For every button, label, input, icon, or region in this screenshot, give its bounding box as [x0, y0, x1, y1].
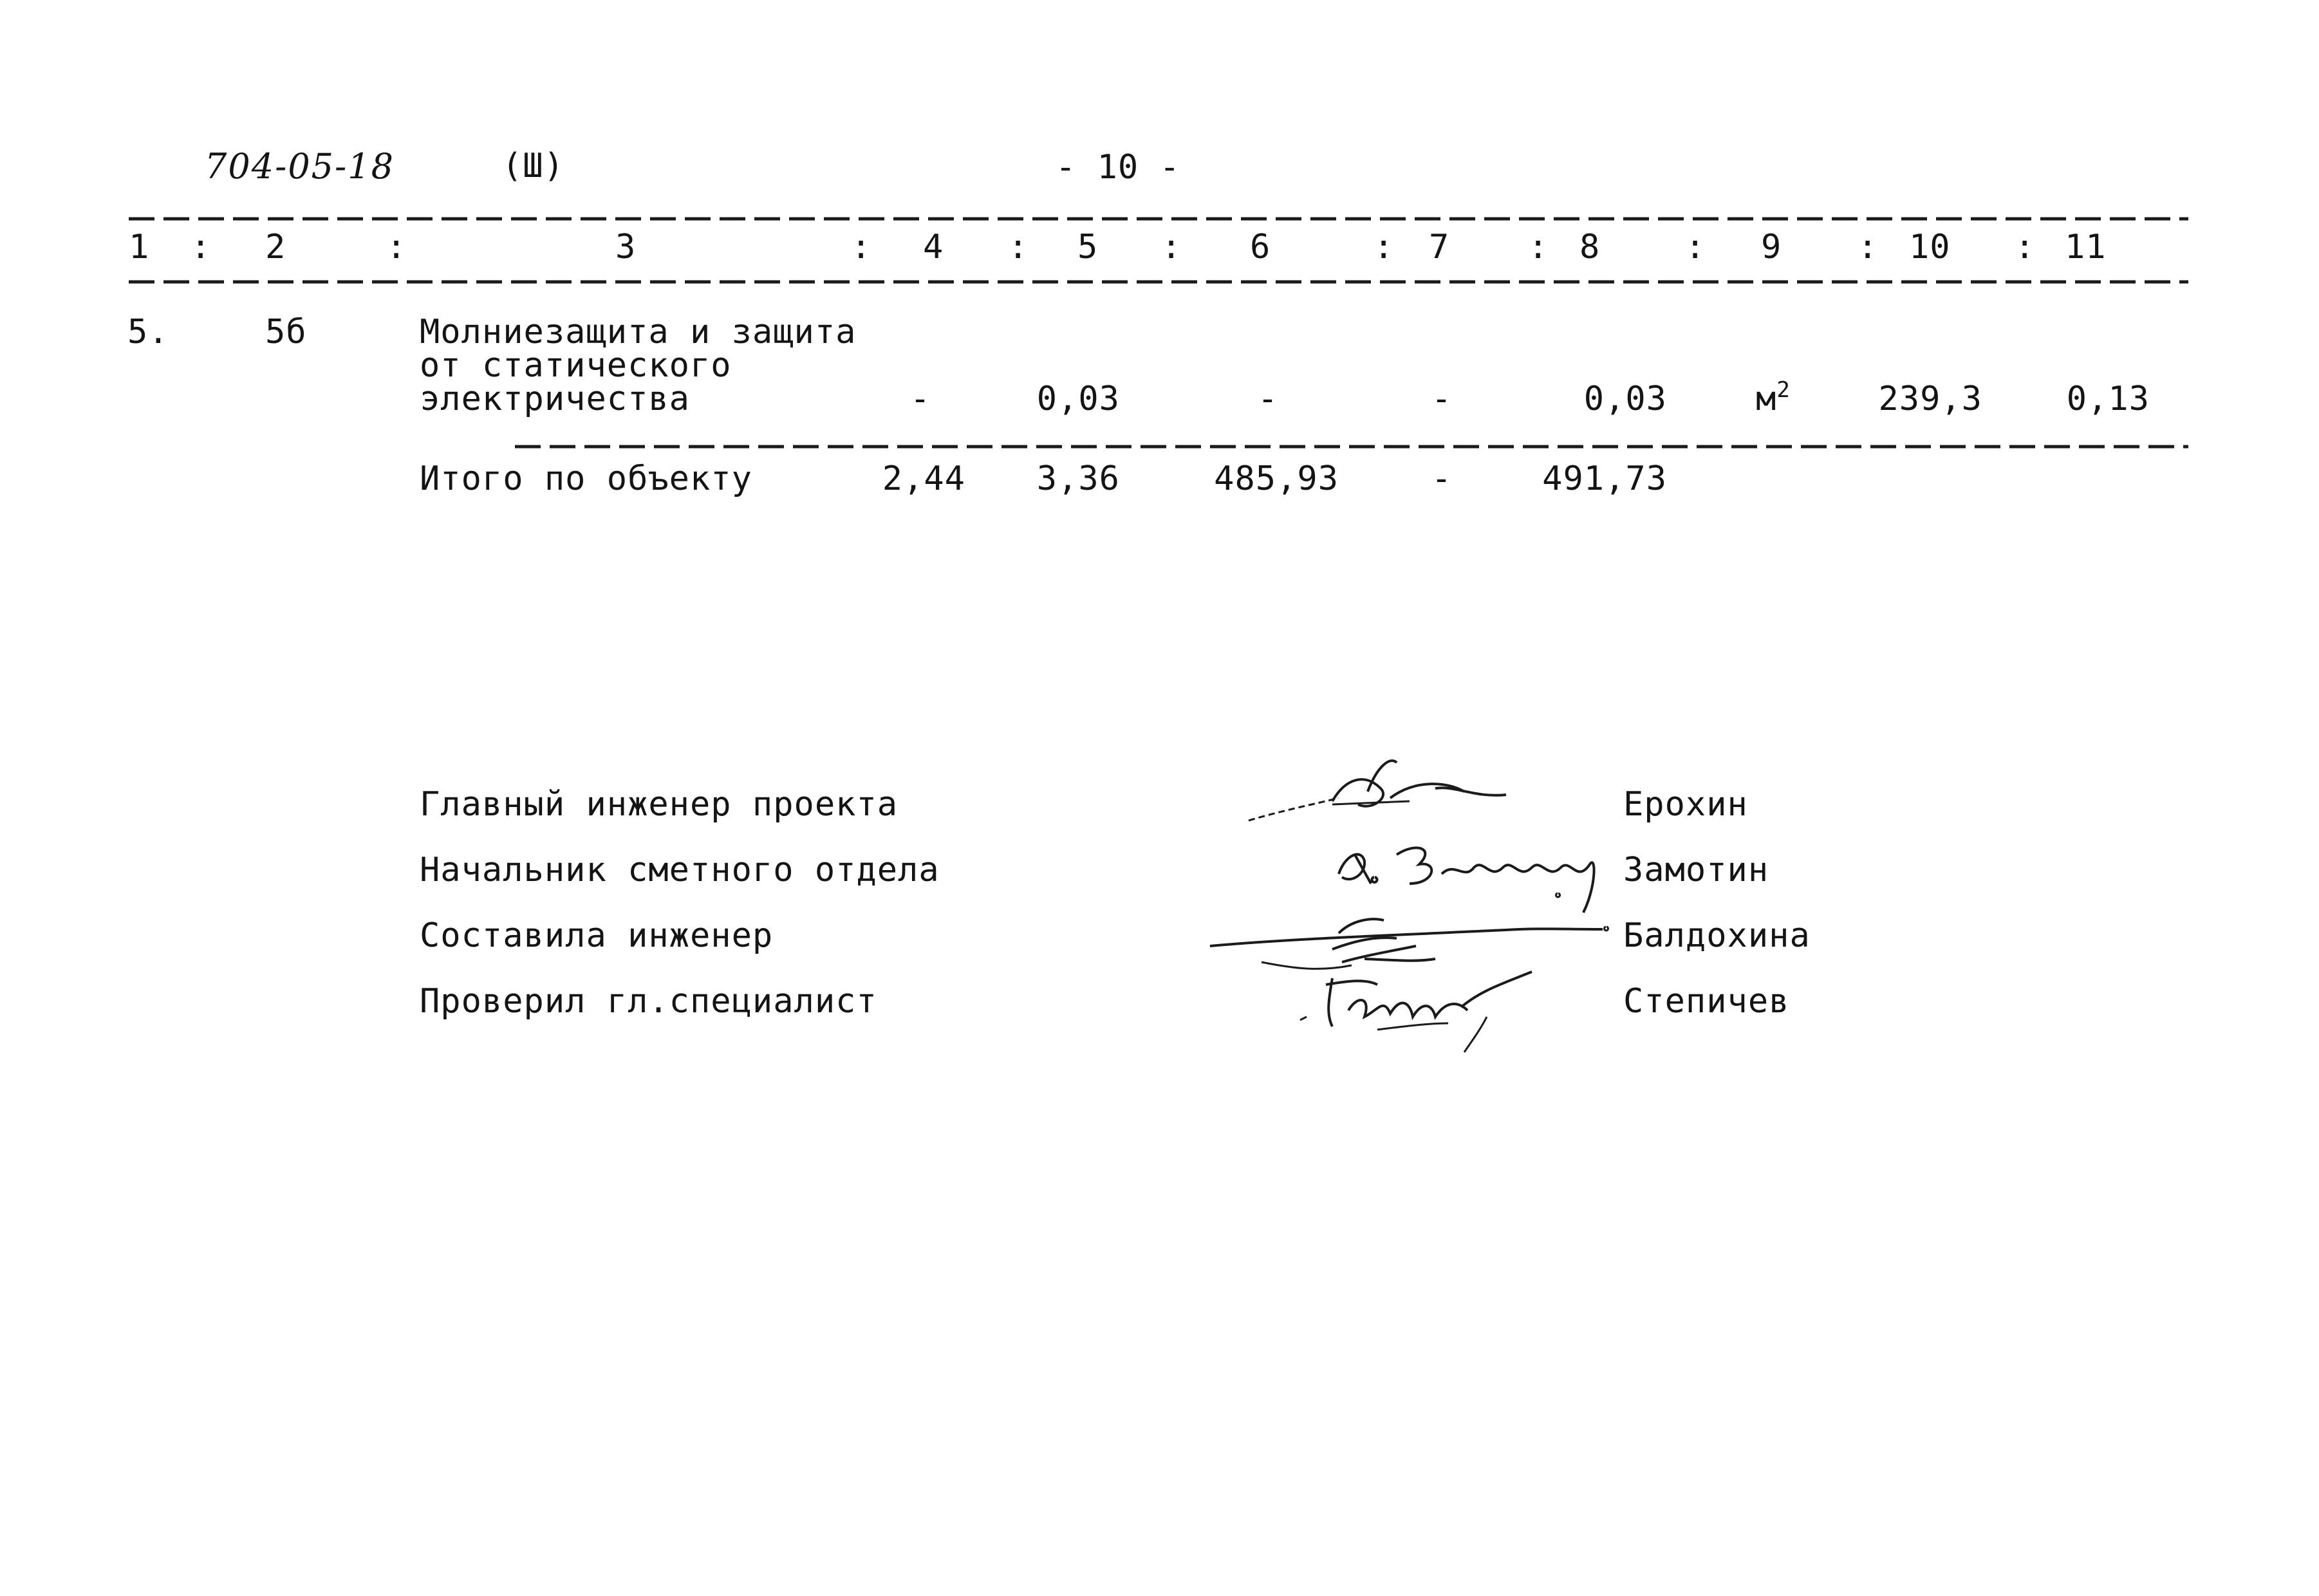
- row-unit: [1756, 377, 1791, 418]
- column-number: 9: [1761, 228, 1782, 266]
- document-code: 704-05-18: [205, 146, 395, 187]
- column-number: 8: [1579, 228, 1601, 266]
- signature-name: Степичев: [1623, 982, 1790, 1021]
- signature-name: Замотин: [1623, 851, 1769, 889]
- row-col6-value: -: [1257, 380, 1279, 418]
- row-number: 5.: [127, 313, 169, 351]
- column-numbers-bottom-rule: [0, 278, 2319, 286]
- total-label: Итого по объекту: [420, 459, 752, 498]
- column-number: 5: [1077, 228, 1099, 266]
- volume-label: (Ш): [502, 147, 564, 185]
- column-number: 6: [1250, 228, 1271, 266]
- column-number: 3: [615, 228, 637, 266]
- signature-role: Составила инженер: [420, 916, 774, 955]
- row-col8-value: 0,03: [1583, 380, 1667, 418]
- column-number: 10: [1909, 228, 1951, 266]
- row-name-line: Молниезащита и защита: [420, 313, 857, 351]
- total-col4-value: 2,44: [882, 459, 965, 498]
- column-separator: :: [1161, 228, 1182, 266]
- row-code: 5б: [265, 313, 307, 351]
- row-name-line: от статического: [420, 346, 732, 385]
- signature-role: Проверил гл.специалист: [420, 982, 877, 1021]
- row-col7-value: -: [1431, 380, 1453, 418]
- column-separator: :: [1685, 228, 1706, 266]
- signature-scribble-stepichev: [1287, 959, 1570, 1055]
- column-separator: :: [1008, 228, 1029, 266]
- total-col6-value: 485,93: [1214, 459, 1339, 498]
- column-separator: :: [851, 228, 872, 266]
- column-number: 11: [2065, 228, 2107, 266]
- row-col10-value: 239,3: [1878, 380, 1982, 418]
- column-separator: :: [2015, 228, 2036, 266]
- total-top-rule: [0, 443, 2319, 450]
- column-separator: :: [1528, 228, 1549, 266]
- signature-name: Балдохина: [1623, 916, 1811, 955]
- column-number: 2: [265, 228, 286, 266]
- column-separator: :: [1374, 228, 1395, 266]
- signature-name: Ерохин: [1623, 785, 1748, 824]
- row-unit-base: м: [1756, 380, 1777, 418]
- column-number: 1: [129, 228, 150, 266]
- total-col8-value: 491,73: [1542, 459, 1667, 498]
- column-number: 4: [923, 228, 944, 266]
- page-number: - 10 -: [1056, 148, 1180, 187]
- column-separator: :: [191, 228, 212, 266]
- row-col5-value: 0,03: [1036, 380, 1120, 418]
- row-col11-value: 0,13: [2066, 380, 2150, 418]
- column-separator: :: [1858, 228, 1879, 266]
- signature-role: Начальник сметного отдела: [420, 851, 940, 889]
- row-unit-exponent: 2: [1776, 377, 1791, 403]
- total-col7-value: -: [1431, 459, 1453, 498]
- column-separator: :: [386, 228, 407, 266]
- total-col5-value: 3,36: [1036, 459, 1120, 498]
- row-name-line: электричества: [420, 380, 690, 418]
- signature-role: Главный инженер проекта: [420, 785, 899, 824]
- column-number: 7: [1429, 228, 1450, 266]
- row-col4-value: -: [909, 380, 931, 418]
- table-top-rule: [0, 215, 2319, 223]
